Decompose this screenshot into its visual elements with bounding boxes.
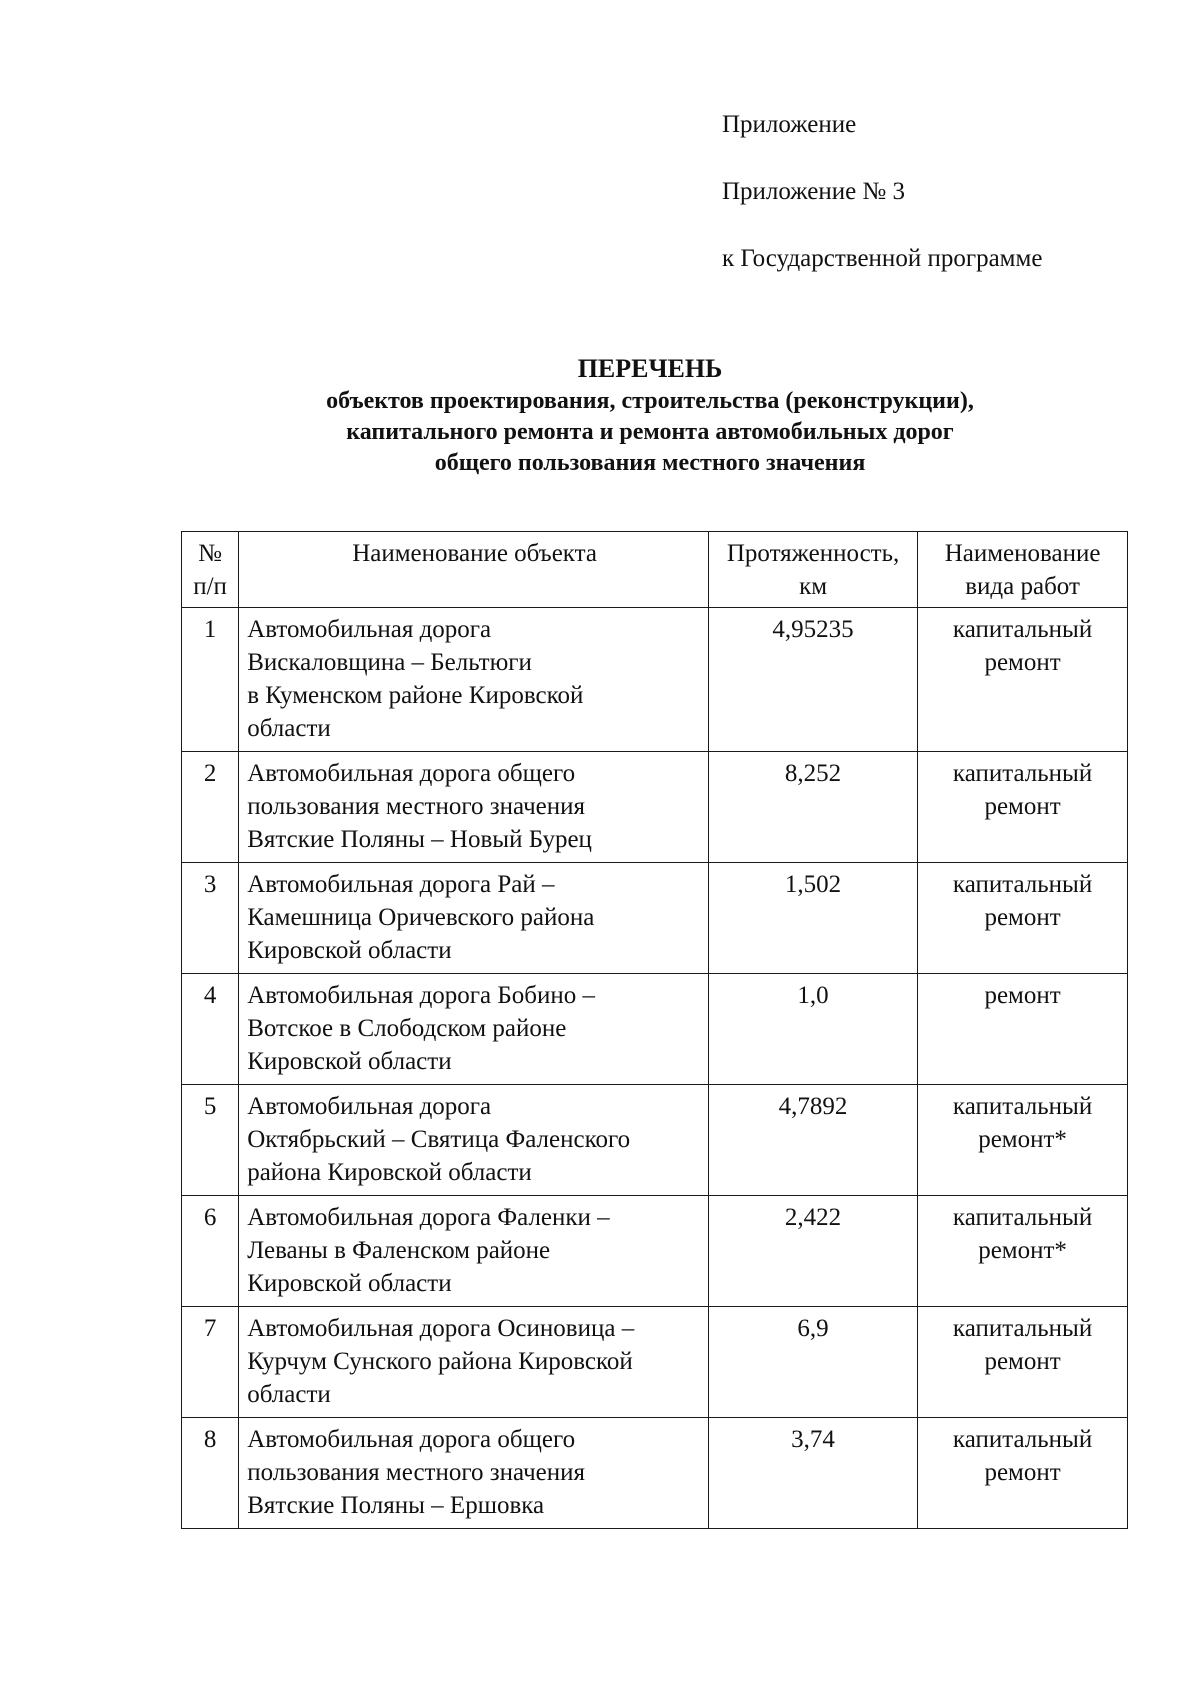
object-length-text: 8,252 xyxy=(784,760,842,787)
work-type xyxy=(918,863,1128,974)
object-name xyxy=(239,863,709,974)
object-length-text: 4,7892 xyxy=(778,1093,848,1120)
row-number xyxy=(182,1085,239,1196)
object-name xyxy=(239,608,709,752)
table-row xyxy=(182,1196,1128,1307)
work-type-line: ремонт* xyxy=(978,1126,1067,1153)
header-work: Наименование вида работ xyxy=(918,532,1128,608)
header-num: № п/п xyxy=(182,532,239,608)
object-name-line: области xyxy=(247,1381,331,1408)
header-name: Наименование объекта xyxy=(239,532,709,608)
appendix-label: Приложение xyxy=(722,111,857,138)
table-body xyxy=(182,608,1128,1529)
work-type-line: ремонт xyxy=(984,1459,1061,1486)
document-title xyxy=(150,352,1150,479)
work-type-line: капитальный xyxy=(952,871,1093,898)
object-name-line: Кировской области xyxy=(247,1270,452,1297)
object-name xyxy=(239,974,709,1085)
object-length-text: 1,0 xyxy=(797,982,829,1009)
row-number xyxy=(182,974,239,1085)
object-name-line: Автомобильная дорога Фаленки – xyxy=(247,1204,610,1231)
work-type-line: ремонт xyxy=(984,649,1061,676)
object-length-text: 2,422 xyxy=(784,1204,842,1231)
row-number-text: 1 xyxy=(203,616,217,643)
work-type xyxy=(918,608,1128,752)
object-name-line: Автомобильная дорога общего xyxy=(247,760,576,787)
work-type xyxy=(918,1196,1128,1307)
work-type-line: капитальный xyxy=(952,760,1093,787)
table-row xyxy=(182,608,1128,752)
object-length xyxy=(708,863,917,974)
table-row xyxy=(182,863,1128,974)
object-name-line: Леваны в Фаленском районе xyxy=(247,1237,551,1264)
work-type-line: ремонт* xyxy=(978,1237,1067,1264)
row-number-text: 3 xyxy=(203,871,217,898)
work-type xyxy=(918,974,1128,1085)
row-number-text: 8 xyxy=(203,1426,217,1453)
work-type xyxy=(918,1085,1128,1196)
row-number xyxy=(182,1196,239,1307)
object-length xyxy=(708,608,917,752)
table-row xyxy=(182,752,1128,863)
table-row xyxy=(182,974,1128,1085)
object-length-text: 3,74 xyxy=(791,1426,835,1453)
work-type xyxy=(918,1418,1128,1529)
object-name-line: области xyxy=(247,715,331,742)
object-name-line: Курчум Сунского района Кировской xyxy=(247,1348,633,1375)
object-name-line: пользования местного значения xyxy=(247,1459,586,1486)
row-number-text: 7 xyxy=(203,1315,217,1342)
object-name-line: Автомобильная дорога общего xyxy=(247,1426,576,1453)
object-length xyxy=(708,752,917,863)
work-type-line: ремонт xyxy=(984,904,1061,931)
row-number xyxy=(182,1418,239,1529)
title-subline: капитального ремонта и ремонта автомобильных дорог xyxy=(346,419,954,445)
object-length xyxy=(708,974,917,1085)
objects-table xyxy=(181,531,1128,1529)
row-number-text: 5 xyxy=(203,1093,217,1120)
object-name-line: Автомобильная дорога xyxy=(247,616,492,643)
object-name-line: Кировской области xyxy=(247,1048,452,1075)
title-subline: объектов проектирования, строительства (реконструкции), xyxy=(326,388,974,414)
table-row xyxy=(182,1085,1128,1196)
object-name-line: Автомобильная дорога xyxy=(247,1093,492,1120)
row-number-text: 6 xyxy=(203,1204,217,1231)
row-number-text: 2 xyxy=(203,760,217,787)
object-length-text: 4,95235 xyxy=(772,616,854,643)
row-number xyxy=(182,752,239,863)
work-type xyxy=(918,1307,1128,1418)
row-number xyxy=(182,1307,239,1418)
object-name-line: Вотское в Слободском районе xyxy=(247,1015,567,1042)
object-name-line: Автомобильная дорога Рай – xyxy=(247,871,555,898)
object-length xyxy=(708,1085,917,1196)
appendix-header xyxy=(722,110,1042,274)
object-length xyxy=(708,1307,917,1418)
work-type-line: капитальный xyxy=(952,1093,1093,1120)
work-type-line: ремонт xyxy=(984,1348,1061,1375)
object-name-line: Октябрьский – Святица Фаленского xyxy=(247,1126,631,1153)
object-name-line: Автомобильная дорога Бобино – xyxy=(247,982,595,1009)
table-row xyxy=(182,1418,1128,1529)
object-name-line: Вятские Поляны – Ершовка xyxy=(247,1492,545,1519)
work-type xyxy=(918,752,1128,863)
title-subline: общего пользования местного значения xyxy=(434,450,866,476)
table-row xyxy=(182,1307,1128,1418)
table-header-row xyxy=(182,532,1128,608)
object-name xyxy=(239,1196,709,1307)
object-name-line: района Кировской области xyxy=(247,1159,532,1186)
object-name-line: пользования местного значения xyxy=(247,793,586,820)
work-type-line: капитальный xyxy=(952,1315,1093,1342)
work-type-line: капитальный xyxy=(952,616,1093,643)
object-length-text: 1,502 xyxy=(784,871,842,898)
appendix-number: Приложение № 3 xyxy=(722,178,906,205)
object-name xyxy=(239,1418,709,1529)
object-name xyxy=(239,752,709,863)
appendix-program-ref: к Государственной программе xyxy=(722,245,1043,272)
object-length xyxy=(708,1196,917,1307)
object-length-text: 6,9 xyxy=(797,1315,829,1342)
title-main: ПЕРЕЧЕНЬ xyxy=(577,354,723,383)
work-type-line: ремонт xyxy=(984,982,1061,1009)
object-name-line: в Куменском районе Кировской xyxy=(247,682,584,709)
object-name xyxy=(239,1085,709,1196)
work-type-line: капитальный xyxy=(952,1204,1093,1231)
object-name-line: Вятские Поляны – Новый Бурец xyxy=(247,826,592,853)
row-number xyxy=(182,608,239,752)
object-name-line: Камешница Оричевского района xyxy=(247,904,595,931)
row-number-text: 4 xyxy=(203,982,217,1009)
object-name-line: Кировской области xyxy=(247,937,452,964)
object-name-line: Вискаловщина – Бельтюги xyxy=(247,649,532,676)
object-name-line: Автомобильная дорога Осиновица – xyxy=(247,1315,635,1342)
header-length: Протяженность, км xyxy=(708,532,917,608)
row-number xyxy=(182,863,239,974)
object-name xyxy=(239,1307,709,1418)
object-length xyxy=(708,1418,917,1529)
work-type-line: ремонт xyxy=(984,793,1061,820)
work-type-line: капитальный xyxy=(952,1426,1093,1453)
